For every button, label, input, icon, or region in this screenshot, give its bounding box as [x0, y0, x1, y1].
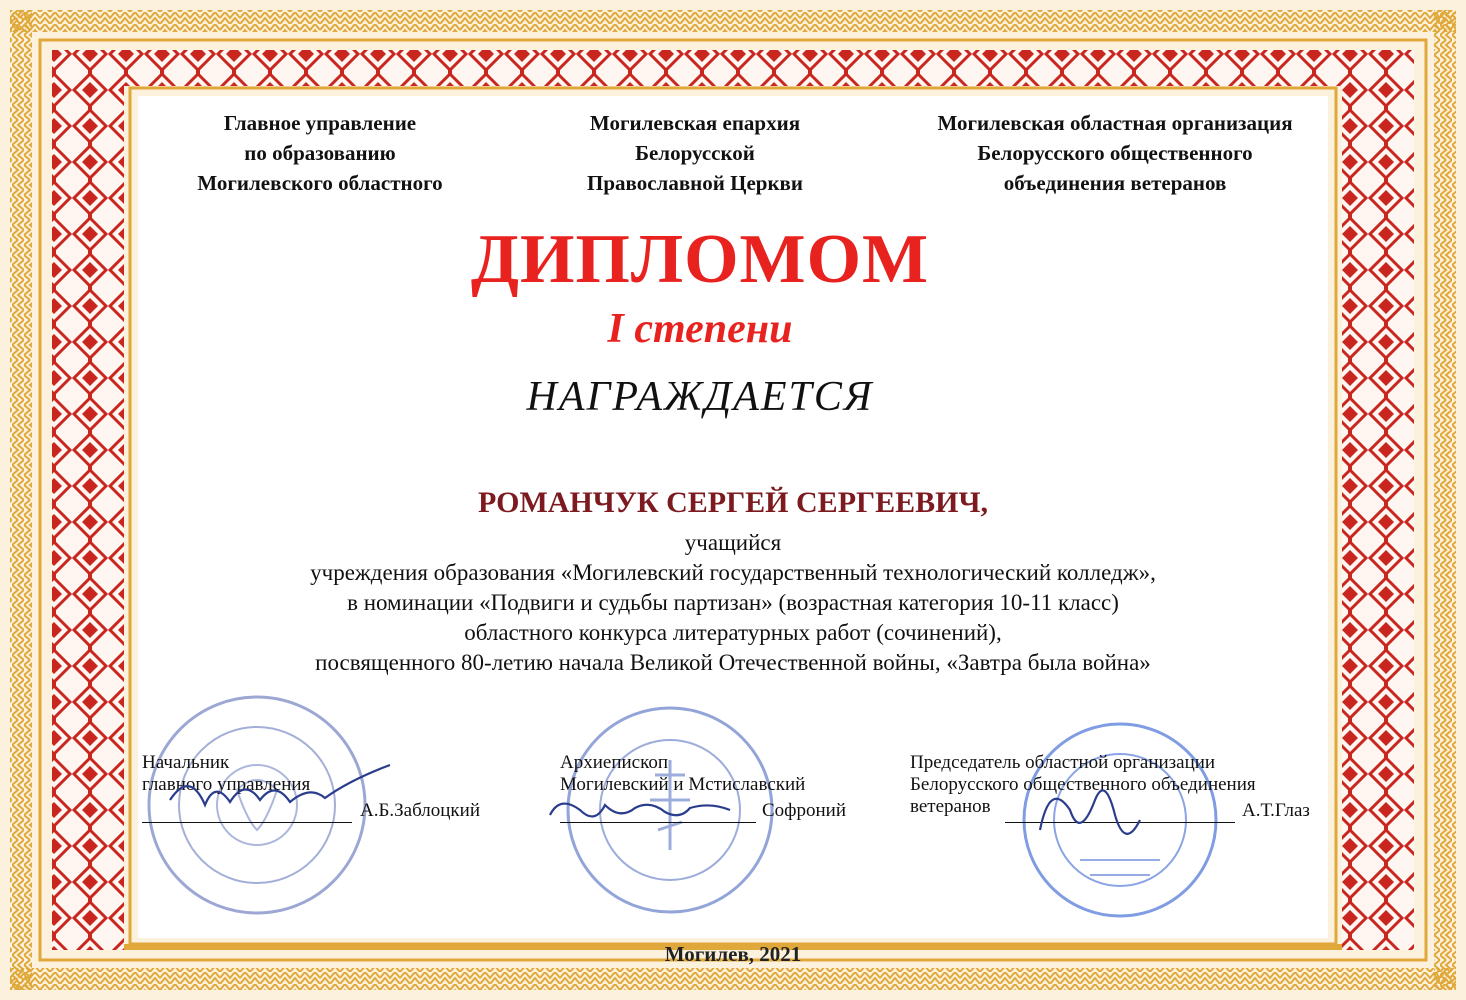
issuer-eparchy: Могилевская епархия Белорусской Православной Церкви [587, 111, 803, 195]
signatory-name: А.Б.Заблоцкий [360, 800, 480, 821]
handwritten-signature [540, 780, 740, 850]
diploma-title: ДИПЛОМОМ [470, 221, 930, 298]
description-line: учреждения образования «Могилевский государственный технологический колледж», [310, 560, 1156, 585]
footer-place-year: Могилев, 2021 [664, 942, 802, 966]
signatory-name: А.Т.Глаз [1242, 800, 1310, 821]
signature-block-head: Начальник главного управления [142, 752, 311, 795]
signature-block-archbishop: Архиепископ Могилевский и Мстиславский [560, 752, 806, 795]
description-line: областного конкурса литературных работ (сочинений), [464, 620, 1002, 645]
awarded-heading: НАГРАЖДАЕТСЯ [526, 374, 874, 420]
signature-block-chairman: Председатель областной организации Белорусского общественного объединения ветеранов [910, 752, 1256, 817]
diploma-degree: I степени [607, 306, 793, 352]
issuer-veterans-organization: Могилевская областная организация Белорусского общественного объединения ветеранов [937, 111, 1293, 195]
issuer-education-department: Главное управление по образованию Могилевского областного [197, 111, 443, 195]
handwritten-signature [160, 760, 400, 830]
signatory-name: Софроний [762, 800, 846, 821]
award-description [0, 528, 1466, 678]
handwritten-signature [1020, 770, 1160, 870]
description-line: посвященного 80-летию начала Великой Отечественной войны, «Завтра была война» [315, 650, 1151, 675]
description-line: в номинации «Подвиги и судьбы партизан» (возрастная категория 10-11 класс) [347, 590, 1119, 615]
recipient-name: РОМАНЧУК СЕРГЕЙ СЕРГЕЕВИЧ, [478, 486, 988, 519]
description-line: учащийся [684, 530, 782, 555]
